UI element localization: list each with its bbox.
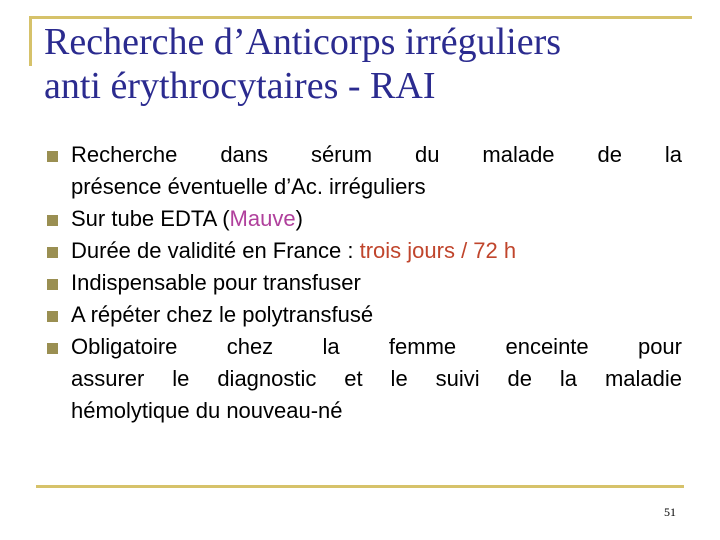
- bullet-text: assurer le diagnostic et le suivi de la maladie: [71, 366, 682, 391]
- page-number: 51: [664, 505, 676, 519]
- bullet-text: Indispensable pour transfuser: [71, 270, 361, 295]
- square-bullet-icon: [47, 343, 58, 354]
- square-bullet-icon: [47, 215, 58, 226]
- bullet-item-repeter: [46, 299, 682, 331]
- bullet-item-recherche: [46, 139, 682, 203]
- red-highlight: trois jours / 72 h: [359, 238, 517, 263]
- bullet-text: A répéter chez le polytransfusé: [71, 302, 374, 327]
- square-bullet-icon: [47, 247, 58, 258]
- bullet-text-part: ): [295, 206, 303, 231]
- bullet-item-tube: [46, 203, 682, 235]
- bullet-text: [71, 203, 682, 235]
- bullet-text-part: Sur tube EDTA (: [71, 206, 230, 231]
- bullet-item-obligatoire: [46, 331, 682, 427]
- slide-title-line-1: Recherche d’Anticorps irréguliers: [44, 21, 562, 63]
- bullet-item-validite: [46, 235, 682, 267]
- square-bullet-icon: [47, 151, 58, 162]
- mauve-highlight: Mauve: [229, 206, 296, 231]
- bullet-text: Recherche dans sérum du malade de la: [71, 142, 682, 167]
- title-frame-top-rule: [29, 16, 692, 19]
- bullet-list: [46, 139, 682, 427]
- title-frame-left-rule: [29, 16, 32, 66]
- footer-rule: [36, 485, 684, 488]
- bullet-text: hémolytique du nouveau-né: [71, 398, 343, 423]
- square-bullet-icon: [47, 279, 58, 290]
- bullet-text: [71, 235, 682, 267]
- bullet-item-transfuser: [46, 267, 682, 299]
- bullet-text: présence éventuelle d’Ac. irréguliers: [71, 174, 426, 199]
- slide-title: [44, 20, 684, 108]
- slide-title-line-2: anti érythrocytaires - RAI: [44, 65, 436, 107]
- square-bullet-icon: [47, 311, 58, 322]
- bullet-text: Obligatoire chez la femme enceinte pour: [71, 334, 682, 359]
- bullet-text-part: Durée de validité en France :: [71, 238, 360, 263]
